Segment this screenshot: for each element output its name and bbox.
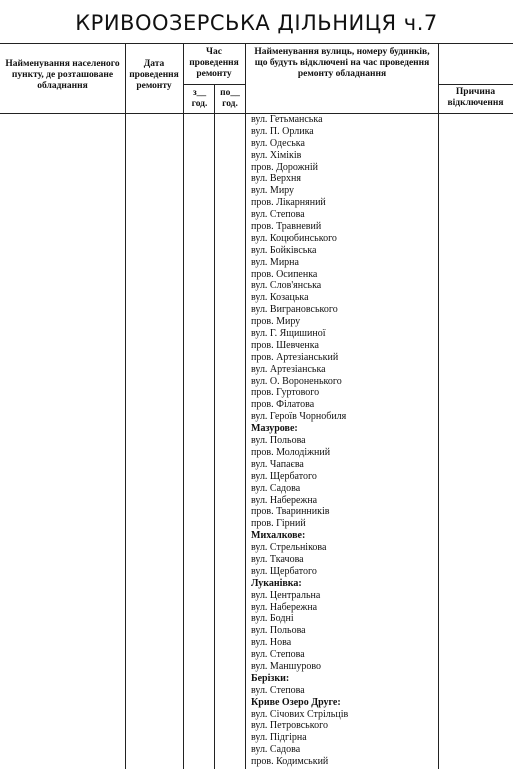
header-time: Час проведення ремонту xyxy=(189,47,239,79)
street-item: вул. Козацька xyxy=(251,292,309,304)
street-item: вул. Чапаєва xyxy=(251,458,304,470)
street-item: пров. Осипенка xyxy=(251,268,318,280)
street-item: пров. Миру xyxy=(251,316,301,328)
street-item: вул. Центральна xyxy=(251,589,321,601)
street-item: пров. Гуртового xyxy=(251,387,320,399)
street-item: пров. Кодимський xyxy=(251,756,329,768)
street-item: вул. Набережна xyxy=(251,601,318,613)
street-item: пров. Філатова xyxy=(251,399,315,411)
street-item: вул. О. Вороненького xyxy=(251,375,342,387)
col-divider-1 xyxy=(125,43,126,769)
street-item: пров. Тваринників xyxy=(251,506,330,518)
col-divider-4 xyxy=(245,43,246,769)
street-item: пров. Гірний xyxy=(251,518,306,530)
header-settlement: Найменування населеного пункту, де розташоване обладнання xyxy=(5,59,120,91)
street-item: вул. П. Орлика xyxy=(251,125,314,137)
streets-list xyxy=(251,114,437,768)
street-item: вул. Стрельнікова xyxy=(251,542,327,554)
table-top-border xyxy=(0,43,513,44)
street-item: вул. Нова xyxy=(251,637,292,649)
header-date: Дата проведення ремонту xyxy=(129,59,179,91)
village-heading: Мазурове: xyxy=(251,423,298,435)
village-heading: Михалкове: xyxy=(251,530,306,542)
street-item: пров. Дорожній xyxy=(251,161,319,173)
village-heading: Криве Озеро Друге: xyxy=(251,696,341,708)
street-item: вул. Степова xyxy=(251,684,305,696)
street-item: вул. Степова xyxy=(251,649,305,661)
street-item: вул. Виграновського xyxy=(251,304,338,316)
street-item: вул. Польова xyxy=(251,435,306,447)
street-item: вул. Петровського xyxy=(251,720,328,732)
street-item: вул. Слов'янська xyxy=(251,280,322,292)
header-reason: Причина відключення xyxy=(447,87,504,108)
street-item: вул. Миру xyxy=(251,185,295,197)
village-heading: Берізки: xyxy=(251,672,290,684)
street-item: вул. Щербатого xyxy=(251,565,317,577)
street-item: пров. Лікарняний xyxy=(251,197,326,209)
col-divider-2 xyxy=(183,43,184,769)
street-item: вул. Героїв Чорнобиля xyxy=(251,411,347,423)
street-item: вул. Хіміків xyxy=(251,149,302,161)
reason-header-divider xyxy=(438,84,513,85)
street-item: вул. Підгірна xyxy=(251,732,307,744)
col-divider-5 xyxy=(438,43,439,769)
header-to: по__ год. xyxy=(220,88,240,109)
page-title: КРИВООЗЕРСЬКА ДІЛЬНИЦЯ ч.7 xyxy=(75,11,438,35)
street-item: вул. Щербатого xyxy=(251,470,317,482)
header-from: з__ год. xyxy=(191,88,208,109)
street-item: вул. Артезіанська xyxy=(251,363,326,375)
street-item: вул. Польова xyxy=(251,625,306,637)
street-item: вул. Мирна xyxy=(251,256,299,268)
street-item: вул. Одеська xyxy=(251,137,305,149)
street-item: вул. Садова xyxy=(251,482,301,494)
street-item: вул. Верхня xyxy=(251,173,301,185)
street-item: пров. Шевченка xyxy=(251,339,319,351)
col-divider-3 xyxy=(214,84,215,769)
street-item: вул. Бойківська xyxy=(251,244,317,256)
street-item: вул. Бодні xyxy=(251,613,294,625)
street-item: пров. Травневий xyxy=(251,221,322,233)
street-item: вул. Степова xyxy=(251,209,305,221)
street-item: пров. Молодіжний xyxy=(251,446,331,458)
street-item: пров. Артезіанський xyxy=(251,351,339,363)
street-item: вул. Гетьманська xyxy=(251,114,323,125)
street-item: вул. Коцюбинського xyxy=(251,232,337,244)
street-item: вул. Г. Ящишиної xyxy=(251,328,326,340)
street-item: вул. Набережна xyxy=(251,494,318,506)
village-heading: Луканівка: xyxy=(251,577,302,589)
header-streets: Найменування вулиць, номеру будинків, що будуть відключені на час проведення ремонту обладнання xyxy=(254,47,430,79)
street-item: вул. Садова xyxy=(251,744,301,756)
street-item: вул. Ткачова xyxy=(251,553,304,565)
street-item: вул. Січових Стрільців xyxy=(251,708,349,720)
street-item: вул. Маншурово xyxy=(251,660,321,672)
